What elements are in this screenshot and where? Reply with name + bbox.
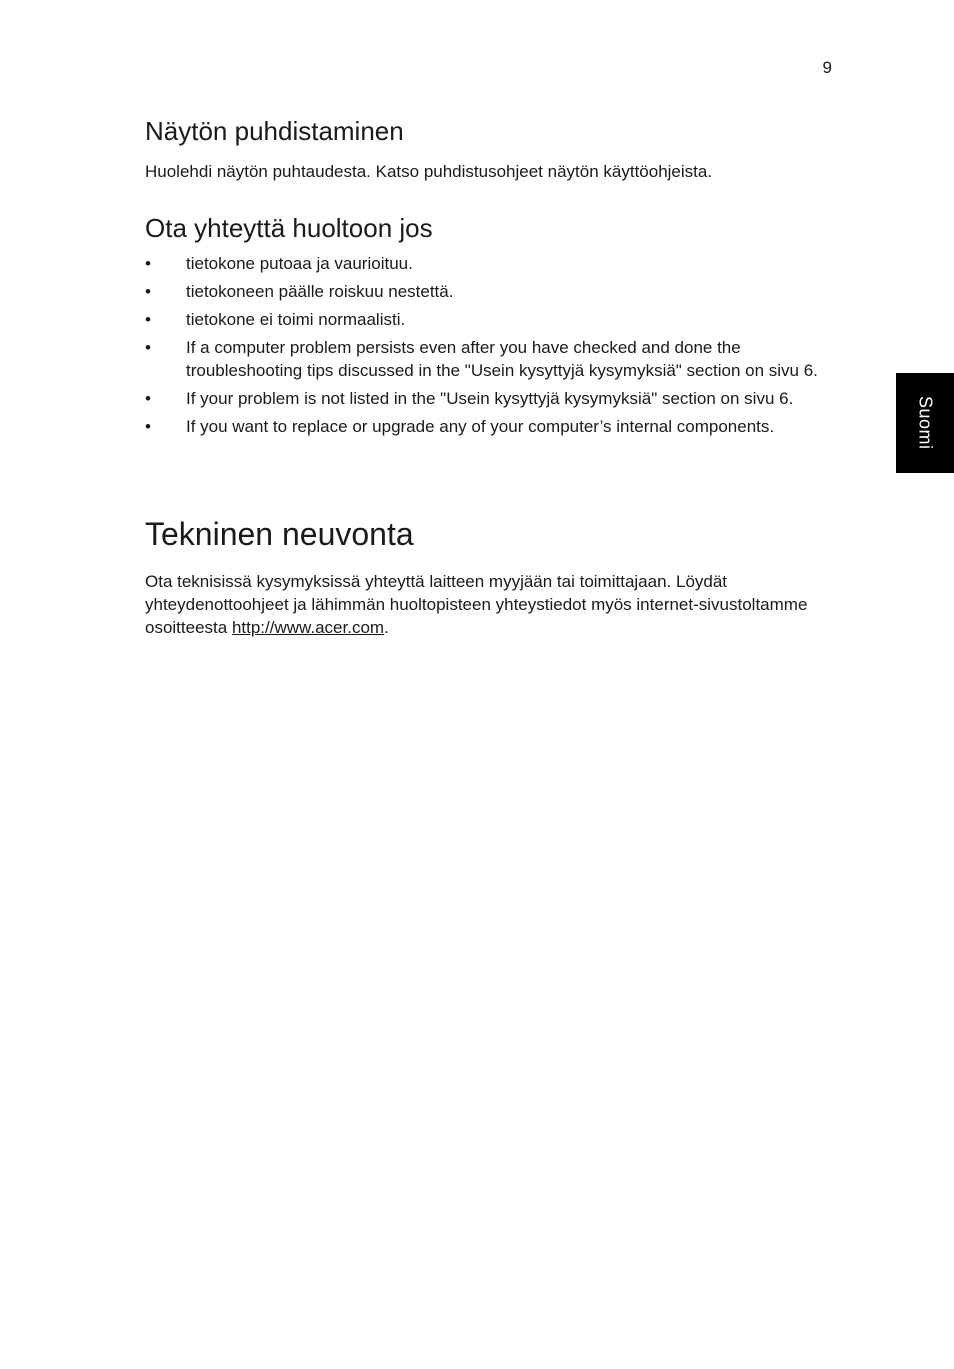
- section-body-technical-support: [145, 570, 835, 639]
- language-tab: [896, 373, 954, 473]
- bullet-icon: •: [145, 417, 151, 436]
- list-item-text: tietokone putoaa ja vaurioituu.: [186, 254, 413, 273]
- list-item-text: If you want to replace or upgrade any of your computer’s internal components.: [186, 417, 775, 436]
- list-item-text: tietokone ei toimi normaalisti.: [186, 310, 406, 329]
- service-conditions-list: [145, 252, 835, 443]
- section-heading-technical-support: Tekninen neuvonta: [145, 516, 414, 552]
- acer-website-link[interactable]: http://www.acer.com: [231, 618, 385, 637]
- bullet-icon: •: [145, 254, 151, 273]
- list-item: [145, 387, 835, 410]
- section-body-screen-cleaning: Huolehdi näytön puhtaudesta. Katso puhdistusohjeet näytön käyttöohjeista.: [145, 162, 713, 181]
- list-item: [145, 415, 835, 438]
- support-text-end: .: [384, 618, 389, 637]
- bullet-icon: •: [145, 389, 151, 408]
- bullet-icon: •: [145, 310, 151, 329]
- language-tab-label: Suomi: [915, 396, 936, 450]
- list-item: [145, 308, 835, 331]
- list-item-text: If a computer problem persists even after you have checked and done the troubleshooting tips discussed in the "Usein kysyttyjä kysymyksiä" section on sivu 6.: [186, 338, 818, 380]
- list-item: [145, 336, 835, 382]
- section-heading-screen-cleaning: Näytön puhdistaminen: [145, 116, 404, 146]
- list-item: [145, 252, 835, 275]
- section-heading-contact-service: Ota yhteyttä huoltoon jos: [145, 213, 433, 243]
- bullet-icon: •: [145, 338, 151, 357]
- list-item: [145, 280, 835, 303]
- page-number: 9: [822, 58, 832, 77]
- list-item-text: If your problem is not listed in the "Usein kysyttyjä kysymyksiä" section on sivu 6.: [186, 389, 794, 408]
- list-item-text: tietokoneen päälle roiskuu nestettä.: [186, 282, 454, 301]
- bullet-icon: •: [145, 282, 151, 301]
- support-text: Ota teknisissä kysymyksissä yhteyttä laitteen myyjään tai toimittajaan. Löydät yhteydenottoohjeet ja lähimmän huoltopisteen yhteystiedot myös internet-sivustoltamme osoitteesta: [145, 572, 808, 637]
